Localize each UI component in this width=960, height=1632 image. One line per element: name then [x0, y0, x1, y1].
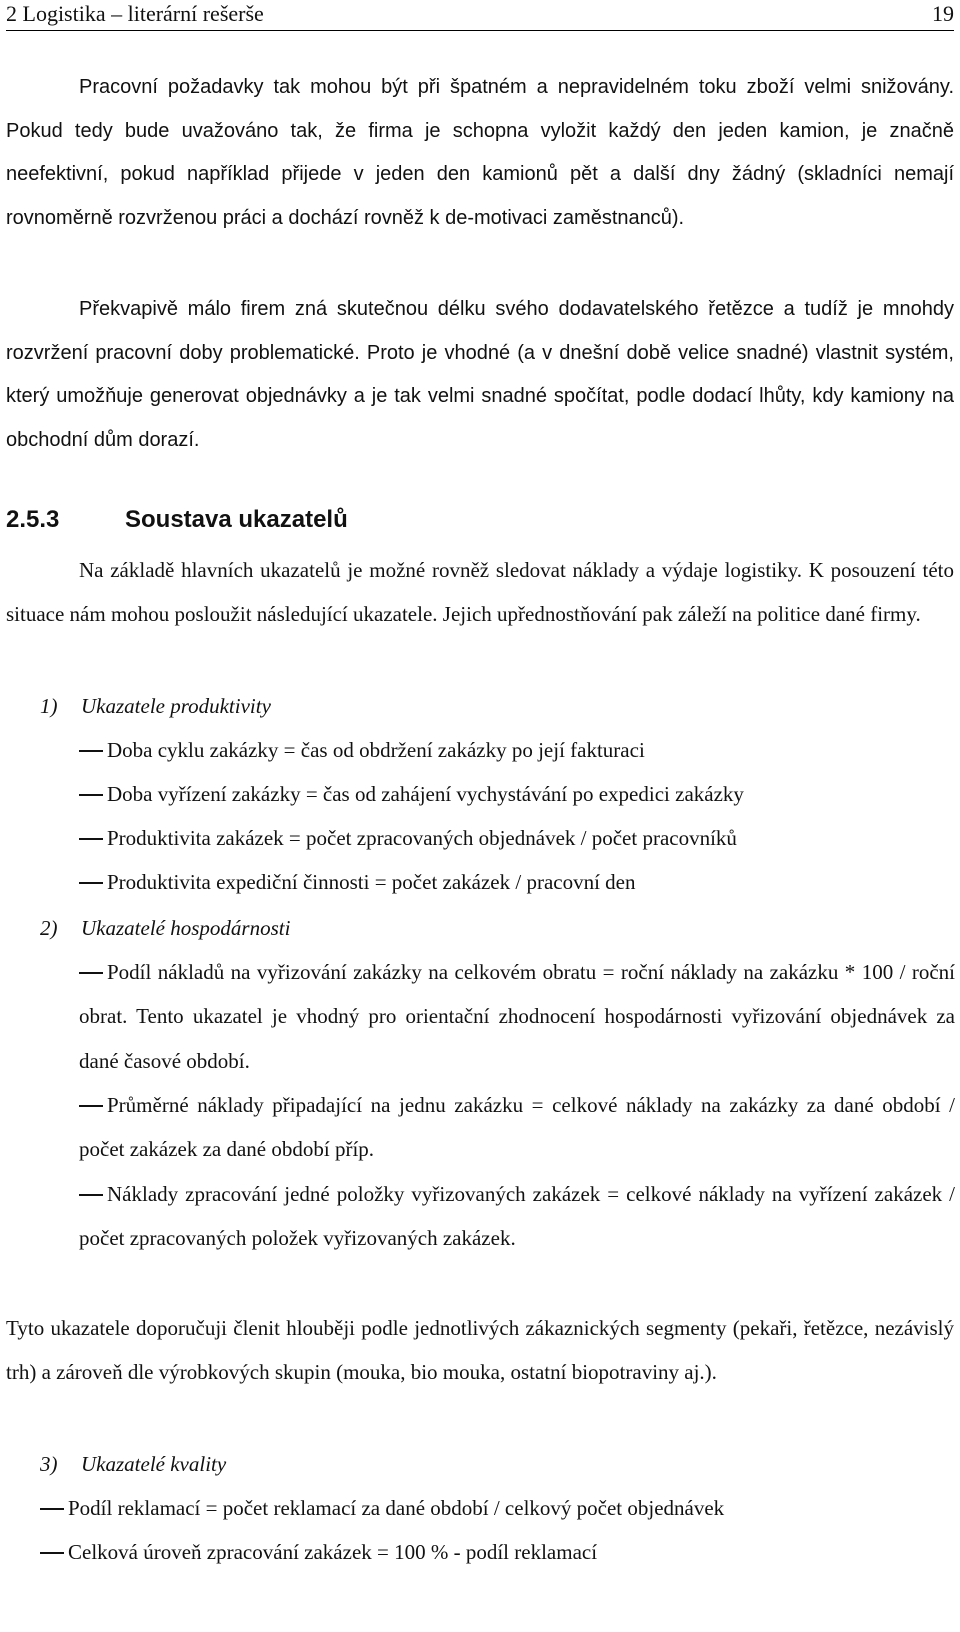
dash-bullet-icon — [79, 882, 103, 884]
list-number: 1) — [40, 694, 58, 718]
list-item — [40, 1530, 955, 1574]
list-item-text: Podíl reklamací = počet reklamací za dané období / celkový počet objednávek — [68, 1496, 725, 1520]
chapter-title: 2 Logistika – literární rešerše — [6, 1, 264, 26]
dash-bullet-icon — [79, 1105, 103, 1107]
section-number: 2.5.3 — [6, 506, 60, 533]
section-title: Soustava ukazatelů — [125, 506, 348, 533]
list-item-text: Doba cyklu zakázky = čas od obdržení zakázky po její fakturaci — [107, 738, 645, 762]
list-heading-economy — [40, 915, 290, 941]
list-item-text: Produktivita zakázek = počet zpracovaných objednávek / počet pracovníků — [107, 826, 737, 850]
list-item — [79, 860, 955, 904]
list-item — [40, 1486, 955, 1530]
dash-bullet-icon — [79, 750, 103, 752]
list-title: Ukazatele produktivity — [81, 694, 271, 718]
paragraph-indicators-intro: Na základě hlavních ukazatelů je možné rovněž sledovat náklady a výdaje logistiky. K posouzení této situace nám mohou posloužit následující ukazatele. Jejich upřednostňování pak záleží na politice dané firmy. — [6, 558, 954, 627]
list-item — [79, 950, 955, 1083]
list-item-text: Doba vyřízení zakázky = čas od zahájení vychystávání po expedici zakázky — [107, 782, 744, 806]
dash-bullet-icon — [79, 972, 103, 974]
dash-bullet-icon — [40, 1552, 64, 1554]
paragraph-supply-chain: Překvapivě málo firem zná skutečnou délku svého dodavatelského řetězce a tudíž je mnohdy rozvržení pracovní doby problematické. Proto je vhodné (a v dnešní době velice snadné) vlastnit systém, který umožňuje generovat objednávky a je tak velmi snadné spočítat, podle dodací lhůty, kdy kamiony na obchodní dům dorazí. — [6, 298, 954, 451]
running-header — [6, 0, 954, 31]
list-heading-quality — [40, 1451, 226, 1477]
list-item — [79, 1172, 955, 1261]
section-heading — [6, 502, 348, 538]
page-number: 19 — [932, 1, 954, 26]
list-title: Ukazatelé hospodárnosti — [81, 916, 291, 940]
list-item-text: Podíl nákladů na vyřizování zakázky na celkovém obratu = roční náklady na zakázku * 100 / roční obrat. Tento ukazatel je vhodný pro orientační zhodnocení hospodárnosti vyřizování objednávek za dané časové období. — [79, 960, 955, 1073]
dash-bullet-icon — [79, 1194, 103, 1196]
list-item-text: Celková úroveň zpracování zakázek = 100 % - podíl reklamací — [68, 1540, 598, 1564]
list-item — [79, 816, 955, 860]
list-heading-productivity — [40, 693, 271, 719]
dash-bullet-icon — [79, 838, 103, 840]
paragraph-goods-flow: Pracovní požadavky tak mohou být při špatném a nepravidelném toku zboží velmi snižovány. Pokud tedy bude uvažováno tak, že firma je schopna vyložit každý den jeden kamion, je značně neefektivní, pokud například přijede v jeden den kamionů pět a další dny žádný (skladníci nemají rovnoměrně rozvrženou práci a dochází rovněž k de-motivaci zaměstnanců). — [6, 76, 954, 229]
list-number: 3) — [40, 1452, 58, 1476]
list-item-text: Průměrné náklady připadající na jednu zakázku = celkové náklady na zakázky za dané období / počet zakázek za dané období příp. — [79, 1093, 955, 1162]
list-item-text: Náklady zpracování jedné položky vyřizovaných zakázek = celkové náklady na vyřízení zakázek / počet zpracovaných položek vyřizovaných zakázek. — [79, 1182, 955, 1251]
list-number: 2) — [40, 916, 58, 940]
dash-bullet-icon — [40, 1508, 64, 1510]
list-title: Ukazatelé kvality — [81, 1452, 227, 1476]
paragraph-segmentation: Tyto ukazatele doporučuji členit hlouběji podle jednotlivých zákaznických segmenty (pekaři, řetězce, nezávislý trh) a zároveň dle výrobkových skupin (mouka, bio mouka, ostatní biopotraviny aj.). — [6, 1316, 954, 1385]
dash-bullet-icon — [79, 794, 103, 796]
list-item — [79, 1083, 955, 1172]
list-item — [79, 772, 955, 816]
list-item-text: Produktivita expediční činnosti = počet zakázek / pracovní den — [107, 870, 636, 894]
list-item — [79, 728, 955, 772]
